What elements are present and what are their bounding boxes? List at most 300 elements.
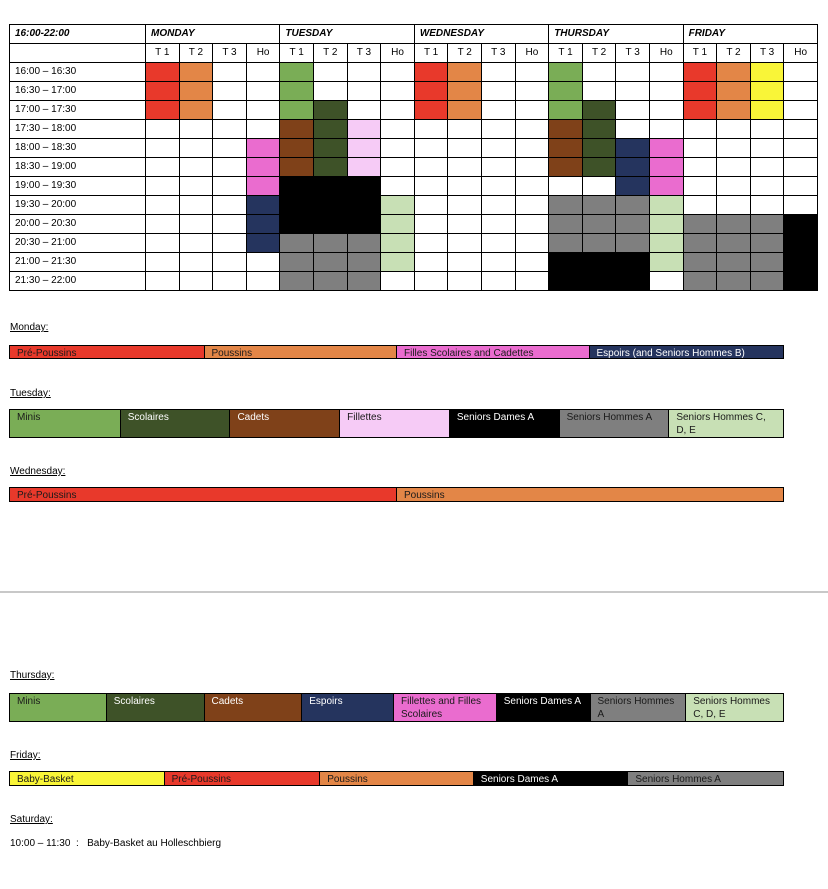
- schedule-cell: [313, 82, 347, 101]
- schedule-cell: [717, 82, 751, 101]
- schedule-cell: [448, 158, 482, 177]
- legend-item: Poussins: [319, 772, 473, 785]
- legend-item: Seniors Dames A: [449, 410, 559, 437]
- schedule-cell: [448, 234, 482, 253]
- court-header: T 3: [750, 44, 784, 63]
- schedule-cell: [717, 101, 751, 120]
- schedule-cell: [482, 196, 516, 215]
- time-row: [10, 234, 818, 253]
- time-slot-label: 17:00 – 17:30: [10, 101, 146, 120]
- court-header: T 3: [616, 44, 650, 63]
- schedule-cell: [616, 63, 650, 82]
- schedule-cell: [246, 272, 280, 291]
- schedule-cell: [482, 139, 516, 158]
- legend-item: Scolaires: [106, 694, 204, 721]
- schedule-cell: [347, 120, 381, 139]
- legend-item: Seniors Hommes A: [590, 694, 686, 721]
- schedule-cell: [582, 101, 616, 120]
- schedule-cell: [313, 63, 347, 82]
- time-row: [10, 177, 818, 196]
- schedule-cell: [549, 158, 583, 177]
- schedule-cell: [381, 215, 415, 234]
- schedule-cell: [482, 177, 516, 196]
- schedule-cell: [313, 101, 347, 120]
- schedule-cell: [649, 215, 683, 234]
- schedule-cell: [717, 272, 751, 291]
- schedule-cell: [616, 234, 650, 253]
- schedule-cell: [146, 272, 180, 291]
- schedule-cell: [381, 63, 415, 82]
- schedule-cell: [784, 120, 818, 139]
- schedule-cell: [784, 196, 818, 215]
- schedule-cell: [213, 63, 247, 82]
- time-row: [10, 82, 818, 101]
- schedule-cell: [582, 234, 616, 253]
- schedule-cell: [482, 234, 516, 253]
- schedule-cell: [683, 215, 717, 234]
- tuesday-heading: Tuesday:: [10, 388, 51, 399]
- court-header: T 3: [213, 44, 247, 63]
- schedule-cell: [179, 177, 213, 196]
- court-header: T 3: [482, 44, 516, 63]
- schedule-cell: [179, 63, 213, 82]
- schedule-cell: [482, 272, 516, 291]
- schedule-cell: [750, 272, 784, 291]
- schedule-cell: [347, 253, 381, 272]
- schedule-cell: [549, 234, 583, 253]
- schedule-cell: [683, 63, 717, 82]
- court-header: T 1: [146, 44, 180, 63]
- schedule-cell: [381, 272, 415, 291]
- schedule-cell: [784, 158, 818, 177]
- schedule-cell: [515, 215, 549, 234]
- tuesday-legend: [9, 409, 784, 438]
- time-row: [10, 196, 818, 215]
- schedule-cell: [683, 120, 717, 139]
- schedule-cell: [246, 234, 280, 253]
- schedule-cell: [649, 234, 683, 253]
- schedule-cell: [313, 196, 347, 215]
- schedule-cell: [616, 82, 650, 101]
- time-slot-label: 18:00 – 18:30: [10, 139, 146, 158]
- schedule-cell: [414, 215, 448, 234]
- day-header-friday: FRIDAY: [683, 25, 817, 44]
- schedule-cell: [649, 82, 683, 101]
- legend-item: Seniors Hommes A: [559, 410, 669, 437]
- wednesday-heading: Wednesday:: [10, 466, 66, 477]
- court-header: T 2: [313, 44, 347, 63]
- legend-item: Seniors Hommes A: [627, 772, 783, 785]
- schedule-cell: [649, 272, 683, 291]
- schedule-cell: [313, 158, 347, 177]
- schedule-cell: [313, 272, 347, 291]
- schedule-cell: [280, 177, 314, 196]
- schedule-cell: [784, 139, 818, 158]
- legend-item: Minis: [10, 694, 106, 721]
- schedule-cell: [146, 139, 180, 158]
- schedule-cell: [750, 63, 784, 82]
- schedule-cell: [515, 101, 549, 120]
- schedule-cell: [347, 63, 381, 82]
- schedule-cell: [784, 215, 818, 234]
- legend-item: Fillettes: [339, 410, 449, 437]
- schedule-cell: [213, 82, 247, 101]
- time-row: [10, 253, 818, 272]
- schedule-cell: [414, 234, 448, 253]
- schedule-cell: [717, 253, 751, 272]
- time-row: [10, 158, 818, 177]
- subheader-blank: [10, 44, 146, 63]
- schedule-cell: [179, 196, 213, 215]
- time-slot-label: 16:00 – 16:30: [10, 63, 146, 82]
- schedule-cell: [146, 215, 180, 234]
- schedule-cell: [280, 215, 314, 234]
- schedule-cell: [381, 120, 415, 139]
- legend-item: Seniors Hommes C, D, E: [668, 410, 783, 437]
- schedule-cell: [414, 82, 448, 101]
- schedule-cell: [482, 253, 516, 272]
- time-slot-label: 21:00 – 21:30: [10, 253, 146, 272]
- schedule-cell: [414, 101, 448, 120]
- schedule-cell: [246, 101, 280, 120]
- schedule-cell: [717, 120, 751, 139]
- schedule-cell: [582, 120, 616, 139]
- schedule-cell: [213, 158, 247, 177]
- schedule-cell: [649, 120, 683, 139]
- schedule-cell: [246, 253, 280, 272]
- legend-item: Pré-Poussins: [164, 772, 320, 785]
- court-header: T 3: [347, 44, 381, 63]
- schedule-cell: [448, 139, 482, 158]
- schedule-cell: [750, 139, 784, 158]
- legend-item: Fillettes and Filles Scolaires: [393, 694, 496, 721]
- schedule-cell: [146, 101, 180, 120]
- legend-item: Baby-Basket: [10, 772, 164, 785]
- schedule-cell: [280, 82, 314, 101]
- schedule-cell: [381, 82, 415, 101]
- schedule-cell: [414, 158, 448, 177]
- legend-item: Seniors Hommes C, D, E: [685, 694, 783, 721]
- court-header: Ho: [784, 44, 818, 63]
- schedule-cell: [482, 215, 516, 234]
- schedule-cell: [146, 63, 180, 82]
- schedule-cell: [582, 215, 616, 234]
- schedule-cell: [649, 253, 683, 272]
- schedule-cell: [246, 82, 280, 101]
- schedule-cell: [213, 272, 247, 291]
- schedule-cell: [381, 253, 415, 272]
- schedule-cell: [246, 158, 280, 177]
- schedule-cell: [582, 63, 616, 82]
- court-header: T 2: [179, 44, 213, 63]
- schedule-cell: [179, 253, 213, 272]
- schedule-cell: [280, 272, 314, 291]
- schedule-cell: [179, 158, 213, 177]
- schedule-cell: [717, 63, 751, 82]
- schedule-cell: [448, 177, 482, 196]
- schedule-cell: [213, 177, 247, 196]
- time-row: [10, 215, 818, 234]
- schedule-cell: [717, 215, 751, 234]
- schedule-cell: [649, 177, 683, 196]
- schedule-cell: [784, 82, 818, 101]
- court-header: Ho: [649, 44, 683, 63]
- schedule-cell: [784, 101, 818, 120]
- time-slot-label: 19:00 – 19:30: [10, 177, 146, 196]
- schedule-cell: [179, 272, 213, 291]
- schedule-cell: [213, 196, 247, 215]
- court-header: T 2: [717, 44, 751, 63]
- schedule-cell: [448, 253, 482, 272]
- schedule-cell: [683, 158, 717, 177]
- schedule-cell: [213, 120, 247, 139]
- schedule-cell: [381, 139, 415, 158]
- schedule-cell: [750, 120, 784, 139]
- day-header-thursday: THURSDAY: [549, 25, 683, 44]
- time-row: [10, 272, 818, 291]
- schedule-cell: [280, 120, 314, 139]
- schedule-cell: [414, 177, 448, 196]
- time-row: [10, 63, 818, 82]
- time-row: [10, 139, 818, 158]
- schedule-cell: [750, 82, 784, 101]
- schedule-cell: [582, 139, 616, 158]
- schedule-cell: [280, 139, 314, 158]
- schedule-cell: [448, 82, 482, 101]
- schedule-cell: [280, 101, 314, 120]
- schedule-cell: [448, 63, 482, 82]
- schedule-cell: [784, 234, 818, 253]
- legend-item: Seniors Dames A: [473, 772, 628, 785]
- schedule-cell: [750, 253, 784, 272]
- schedule-cell: [381, 101, 415, 120]
- schedule-cell: [482, 82, 516, 101]
- schedule-cell: [414, 253, 448, 272]
- schedule-cell: [750, 158, 784, 177]
- schedule-cell: [750, 234, 784, 253]
- schedule-cell: [683, 177, 717, 196]
- schedule-cell: [750, 177, 784, 196]
- schedule-cell: [448, 120, 482, 139]
- court-header: T 1: [280, 44, 314, 63]
- court-header: Ho: [381, 44, 415, 63]
- legend-item: Cadets: [204, 694, 302, 721]
- thursday-heading: Thursday:: [10, 670, 55, 681]
- schedule-cell: [381, 177, 415, 196]
- schedule-cell: [784, 63, 818, 82]
- time-slot-label: 17:30 – 18:00: [10, 120, 146, 139]
- schedule-cell: [582, 253, 616, 272]
- court-header: T 2: [582, 44, 616, 63]
- time-slot-label: 20:30 – 21:00: [10, 234, 146, 253]
- schedule-cell: [482, 63, 516, 82]
- schedule-cell: [146, 177, 180, 196]
- schedule-cell: [549, 196, 583, 215]
- wednesday-legend: [9, 487, 784, 502]
- corner-time-range: 16:00-22:00: [10, 25, 146, 44]
- schedule-cell: [649, 101, 683, 120]
- time-slot-label: 21:30 – 22:00: [10, 272, 146, 291]
- schedule-cell: [717, 196, 751, 215]
- schedule-cell: [179, 82, 213, 101]
- schedule-cell: [179, 234, 213, 253]
- schedule-cell: [683, 272, 717, 291]
- legend-item: Scolaires: [120, 410, 230, 437]
- schedule-cell: [683, 101, 717, 120]
- schedule-cell: [784, 272, 818, 291]
- schedule-cell: [750, 215, 784, 234]
- schedule-cell: [515, 253, 549, 272]
- schedule-cell: [213, 101, 247, 120]
- time-slot-label: 18:30 – 19:00: [10, 158, 146, 177]
- schedule-cell: [549, 215, 583, 234]
- schedule-cell: [582, 82, 616, 101]
- court-header: Ho: [515, 44, 549, 63]
- schedule-cell: [582, 158, 616, 177]
- schedule-cell: [515, 63, 549, 82]
- schedule-cell: [313, 139, 347, 158]
- schedule-cell: [146, 120, 180, 139]
- schedule-cell: [246, 63, 280, 82]
- schedule-cell: [616, 101, 650, 120]
- legend-item: Espoirs: [301, 694, 393, 721]
- schedule-cell: [482, 101, 516, 120]
- schedule-cell: [313, 215, 347, 234]
- monday-heading: Monday:: [10, 322, 49, 333]
- schedule-cell: [549, 101, 583, 120]
- saturday-schedule-line: 10:00 – 11:30 : Baby-Basket au Holleschbierg: [10, 838, 222, 849]
- schedule-cell: [146, 253, 180, 272]
- schedule-cell: [582, 177, 616, 196]
- schedule-cell: [649, 63, 683, 82]
- schedule-cell: [347, 82, 381, 101]
- legend-item: Filles Scolaires and Cadettes: [396, 346, 589, 358]
- schedule-table: [9, 24, 818, 291]
- schedule-cell: [381, 196, 415, 215]
- time-slot-label: 20:00 – 20:30: [10, 215, 146, 234]
- schedule-cell: [280, 196, 314, 215]
- schedule-cell: [347, 215, 381, 234]
- schedule-cell: [347, 272, 381, 291]
- schedule-cell: [347, 196, 381, 215]
- schedule-cell: [482, 158, 516, 177]
- monday-legend: [9, 345, 784, 359]
- schedule-cell: [280, 63, 314, 82]
- schedule-cell: [381, 158, 415, 177]
- schedule-cell: [246, 177, 280, 196]
- schedule-cell: [750, 196, 784, 215]
- schedule-cell: [683, 196, 717, 215]
- day-header-wednesday: WEDNESDAY: [414, 25, 548, 44]
- schedule-cell: [213, 139, 247, 158]
- schedule-cell: [313, 120, 347, 139]
- schedule-cell: [213, 253, 247, 272]
- schedule-cell: [280, 253, 314, 272]
- legend-item: Seniors Dames A: [496, 694, 590, 721]
- schedule-cell: [179, 139, 213, 158]
- time-row: [10, 120, 818, 139]
- schedule-cell: [683, 82, 717, 101]
- legend-item: Pré-Poussins: [10, 488, 396, 501]
- schedule-cell: [515, 196, 549, 215]
- friday-heading: Friday:: [10, 750, 41, 761]
- schedule-cell: [616, 120, 650, 139]
- legend-item: Poussins: [396, 488, 783, 501]
- schedule-cell: [750, 101, 784, 120]
- schedule-cell: [347, 101, 381, 120]
- schedule-cell: [515, 139, 549, 158]
- saturday-heading: Saturday:: [10, 814, 53, 825]
- schedule-cell: [616, 196, 650, 215]
- schedule-cell: [683, 139, 717, 158]
- time-row: [10, 101, 818, 120]
- schedule-cell: [549, 120, 583, 139]
- day-header-tuesday: TUESDAY: [280, 25, 414, 44]
- schedule-cell: [448, 196, 482, 215]
- time-slot-label: 16:30 – 17:00: [10, 82, 146, 101]
- schedule-cell: [179, 215, 213, 234]
- schedule-cell: [717, 177, 751, 196]
- schedule-cell: [717, 139, 751, 158]
- schedule-cell: [381, 234, 415, 253]
- schedule-cell: [717, 234, 751, 253]
- schedule-cell: [213, 215, 247, 234]
- schedule-cell: [515, 120, 549, 139]
- schedule-cell: [179, 120, 213, 139]
- schedule-cell: [649, 158, 683, 177]
- schedule-cell: [414, 63, 448, 82]
- schedule-cell: [313, 253, 347, 272]
- schedule-cell: [482, 120, 516, 139]
- legend-item: Poussins: [204, 346, 397, 358]
- schedule-cell: [246, 215, 280, 234]
- schedule-cell: [515, 272, 549, 291]
- schedule-cell: [414, 139, 448, 158]
- schedule-cell: [347, 234, 381, 253]
- schedule-cell: [549, 177, 583, 196]
- court-header: T 2: [448, 44, 482, 63]
- schedule-cell: [616, 158, 650, 177]
- legend-item: Pré-Poussins: [10, 346, 204, 358]
- schedule-cell: [414, 272, 448, 291]
- schedule-cell: [549, 272, 583, 291]
- schedule-cell: [515, 177, 549, 196]
- schedule-cell: [347, 158, 381, 177]
- thursday-legend: [9, 693, 784, 722]
- court-header: Ho: [246, 44, 280, 63]
- schedule-cell: [616, 253, 650, 272]
- schedule-cell: [213, 234, 247, 253]
- schedule-cell: [280, 234, 314, 253]
- legend-item: Espoirs (and Seniors Hommes B): [589, 346, 784, 358]
- schedule-cell: [448, 215, 482, 234]
- schedule-cell: [616, 272, 650, 291]
- schedule-cell: [246, 139, 280, 158]
- schedule-cell: [683, 253, 717, 272]
- schedule-cell: [616, 215, 650, 234]
- schedule-cell: [414, 120, 448, 139]
- schedule-cell: [582, 196, 616, 215]
- schedule-cell: [683, 234, 717, 253]
- schedule-cell: [515, 158, 549, 177]
- schedule-cell: [616, 177, 650, 196]
- schedule-cell: [414, 196, 448, 215]
- schedule-cell: [146, 196, 180, 215]
- time-slot-label: 19:30 – 20:00: [10, 196, 146, 215]
- schedule-cell: [146, 158, 180, 177]
- schedule-cell: [616, 139, 650, 158]
- schedule-cell: [179, 101, 213, 120]
